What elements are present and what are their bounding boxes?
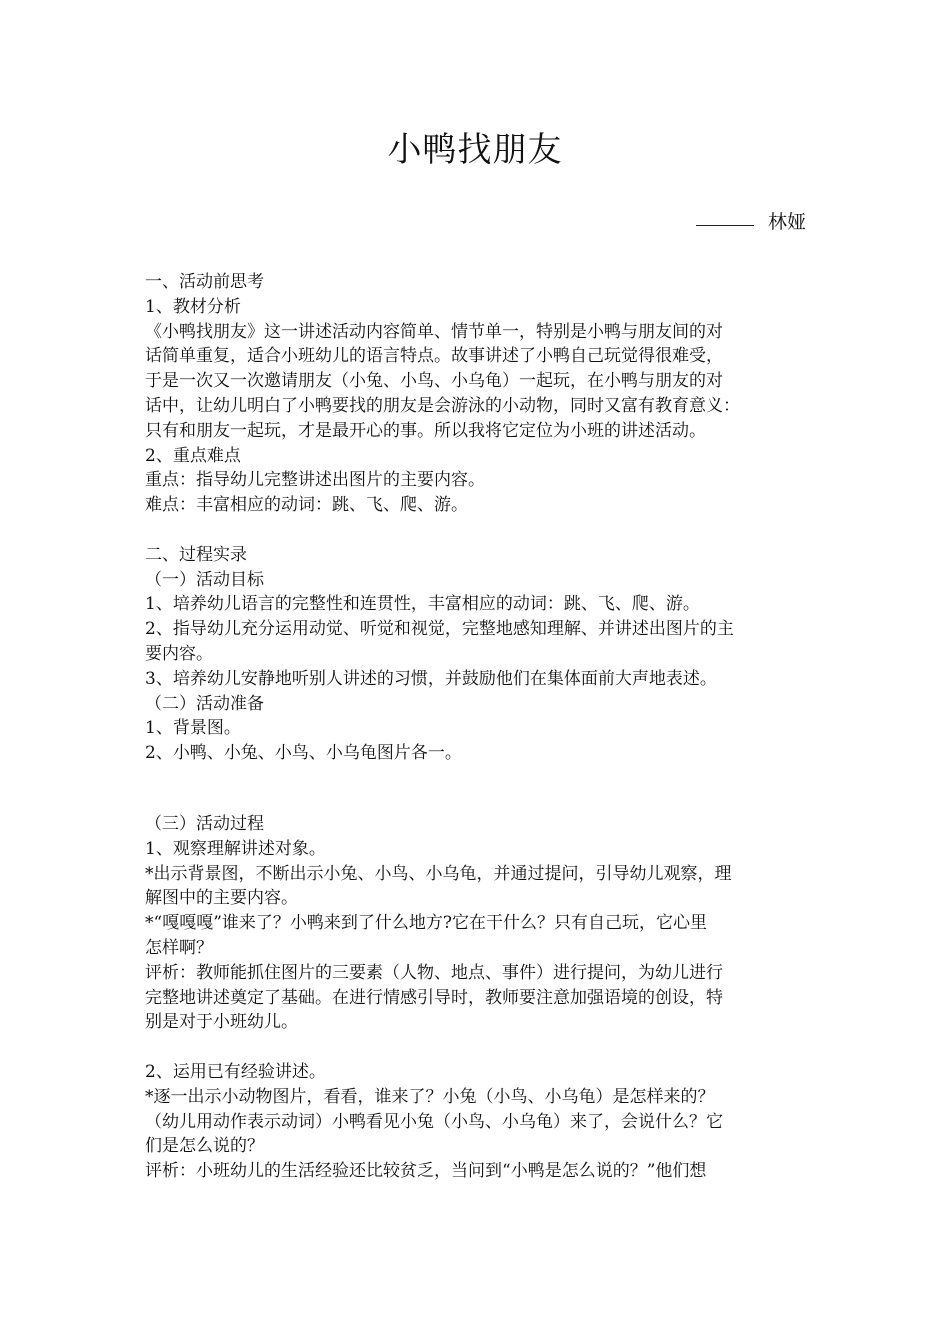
text-line: 2、运用已有经验讲述。	[145, 1061, 326, 1082]
text-line: *逐一出示小动物图片，看看，谁来了？小兔（小鸟、小乌龟）是怎样来的？	[145, 1086, 715, 1107]
author-name: 林娅	[767, 211, 806, 233]
text-line: 重点：指导幼儿完整讲述出图片的主要内容。	[145, 470, 485, 491]
text-line: 1、背景图。	[145, 718, 241, 739]
document-title: 小鸭找朋友	[387, 130, 563, 170]
text-line: 解图中的主要内容。	[145, 888, 298, 909]
text-line: 一、活动前思考	[145, 272, 264, 292]
text-line: 评析：教师能抓住图片的三要素（人物、地点、事件）进行提问，为幼儿进行	[145, 962, 723, 983]
text-line: 二、过程实录	[145, 544, 247, 565]
text-line: 要内容。	[145, 643, 213, 664]
text-line: 完整地讲述奠定了基础。在进行情感引导时，教师要注意加强语境的创设，特	[145, 987, 723, 1008]
text-line: （一）活动目标	[145, 569, 264, 590]
text-line: 话简单重复，适合小班幼儿的语言特点。故事讲述了小鸭自己玩觉得很难受，	[145, 346, 723, 367]
text-line: 难点：丰富相应的动词：跳、飞、爬、游。	[145, 495, 468, 516]
text-line: *出示背景图，不断出示小兔、小鸟、小乌龟，并通过提问，引导幼儿观察，理	[145, 863, 732, 884]
paragraph-spacer	[145, 766, 810, 812]
text-line: 于是一次又一次邀请朋友（小兔、小鸟、小乌龟）一起玩，在小鸭与朋友的对	[145, 371, 723, 392]
text-line: 怎样啊？	[145, 937, 213, 958]
text-line: （二）活动准备	[145, 693, 264, 714]
document-body	[145, 270, 810, 1184]
text-line: *“嘎嘎嘎”谁来了？小鸭来到了什么地方?它在干什么？只有自己玩，它心里	[145, 913, 707, 934]
text-line: 2、指导幼儿充分运用动觉、听觉和视觉，完整地感知理解、并讲述出图片的主	[145, 619, 734, 640]
text-line: 1、培养幼儿语言的完整性和连贯性，丰富相应的动词：跳、飞、爬、游。	[145, 594, 700, 615]
author-blank-underline	[696, 225, 754, 226]
text-line: 1、观察理解讲述对象。	[145, 838, 326, 859]
text-line: 2、小鸭、小兔、小鸟、小乌龟图片各一。	[145, 743, 462, 764]
text-line: （幼儿用动作表示动词）小鸭看见小兔（小鸟、小乌龟）来了，会说什么？它	[145, 1111, 723, 1132]
text-line: 2、重点难点	[145, 445, 241, 466]
text-line: 1、教材分析	[145, 296, 241, 317]
author-line	[696, 208, 806, 236]
paragraph-spacer	[145, 1035, 810, 1060]
text-line: 评析：小班幼儿的生活经验还比较贫乏，当问到“小鸭是怎么说的？”他们想	[145, 1161, 707, 1182]
text-line: （三）活动过程	[145, 813, 264, 834]
text-line: 《小鸭找朋友》这一讲述活动内容简单、情节单一，特别是小鸭与朋友间的对	[145, 321, 723, 342]
text-line: 们是怎么说的？	[145, 1136, 264, 1157]
text-line: 别是对于小班幼儿。	[145, 1012, 298, 1033]
text-line: 3、培养幼儿安静地听别人讲述的习惯，并鼓励他们在集体面前大声地表述。	[145, 668, 717, 689]
text-line: 话中，让幼儿明白了小鸭要找的朋友是会游泳的小动物，同时又富有教育意义：	[145, 395, 740, 416]
text-line: 只有和朋友一起玩，才是最开心的事。所以我将它定位为小班的讲述活动。	[145, 420, 706, 441]
paragraph-spacer	[145, 518, 810, 543]
